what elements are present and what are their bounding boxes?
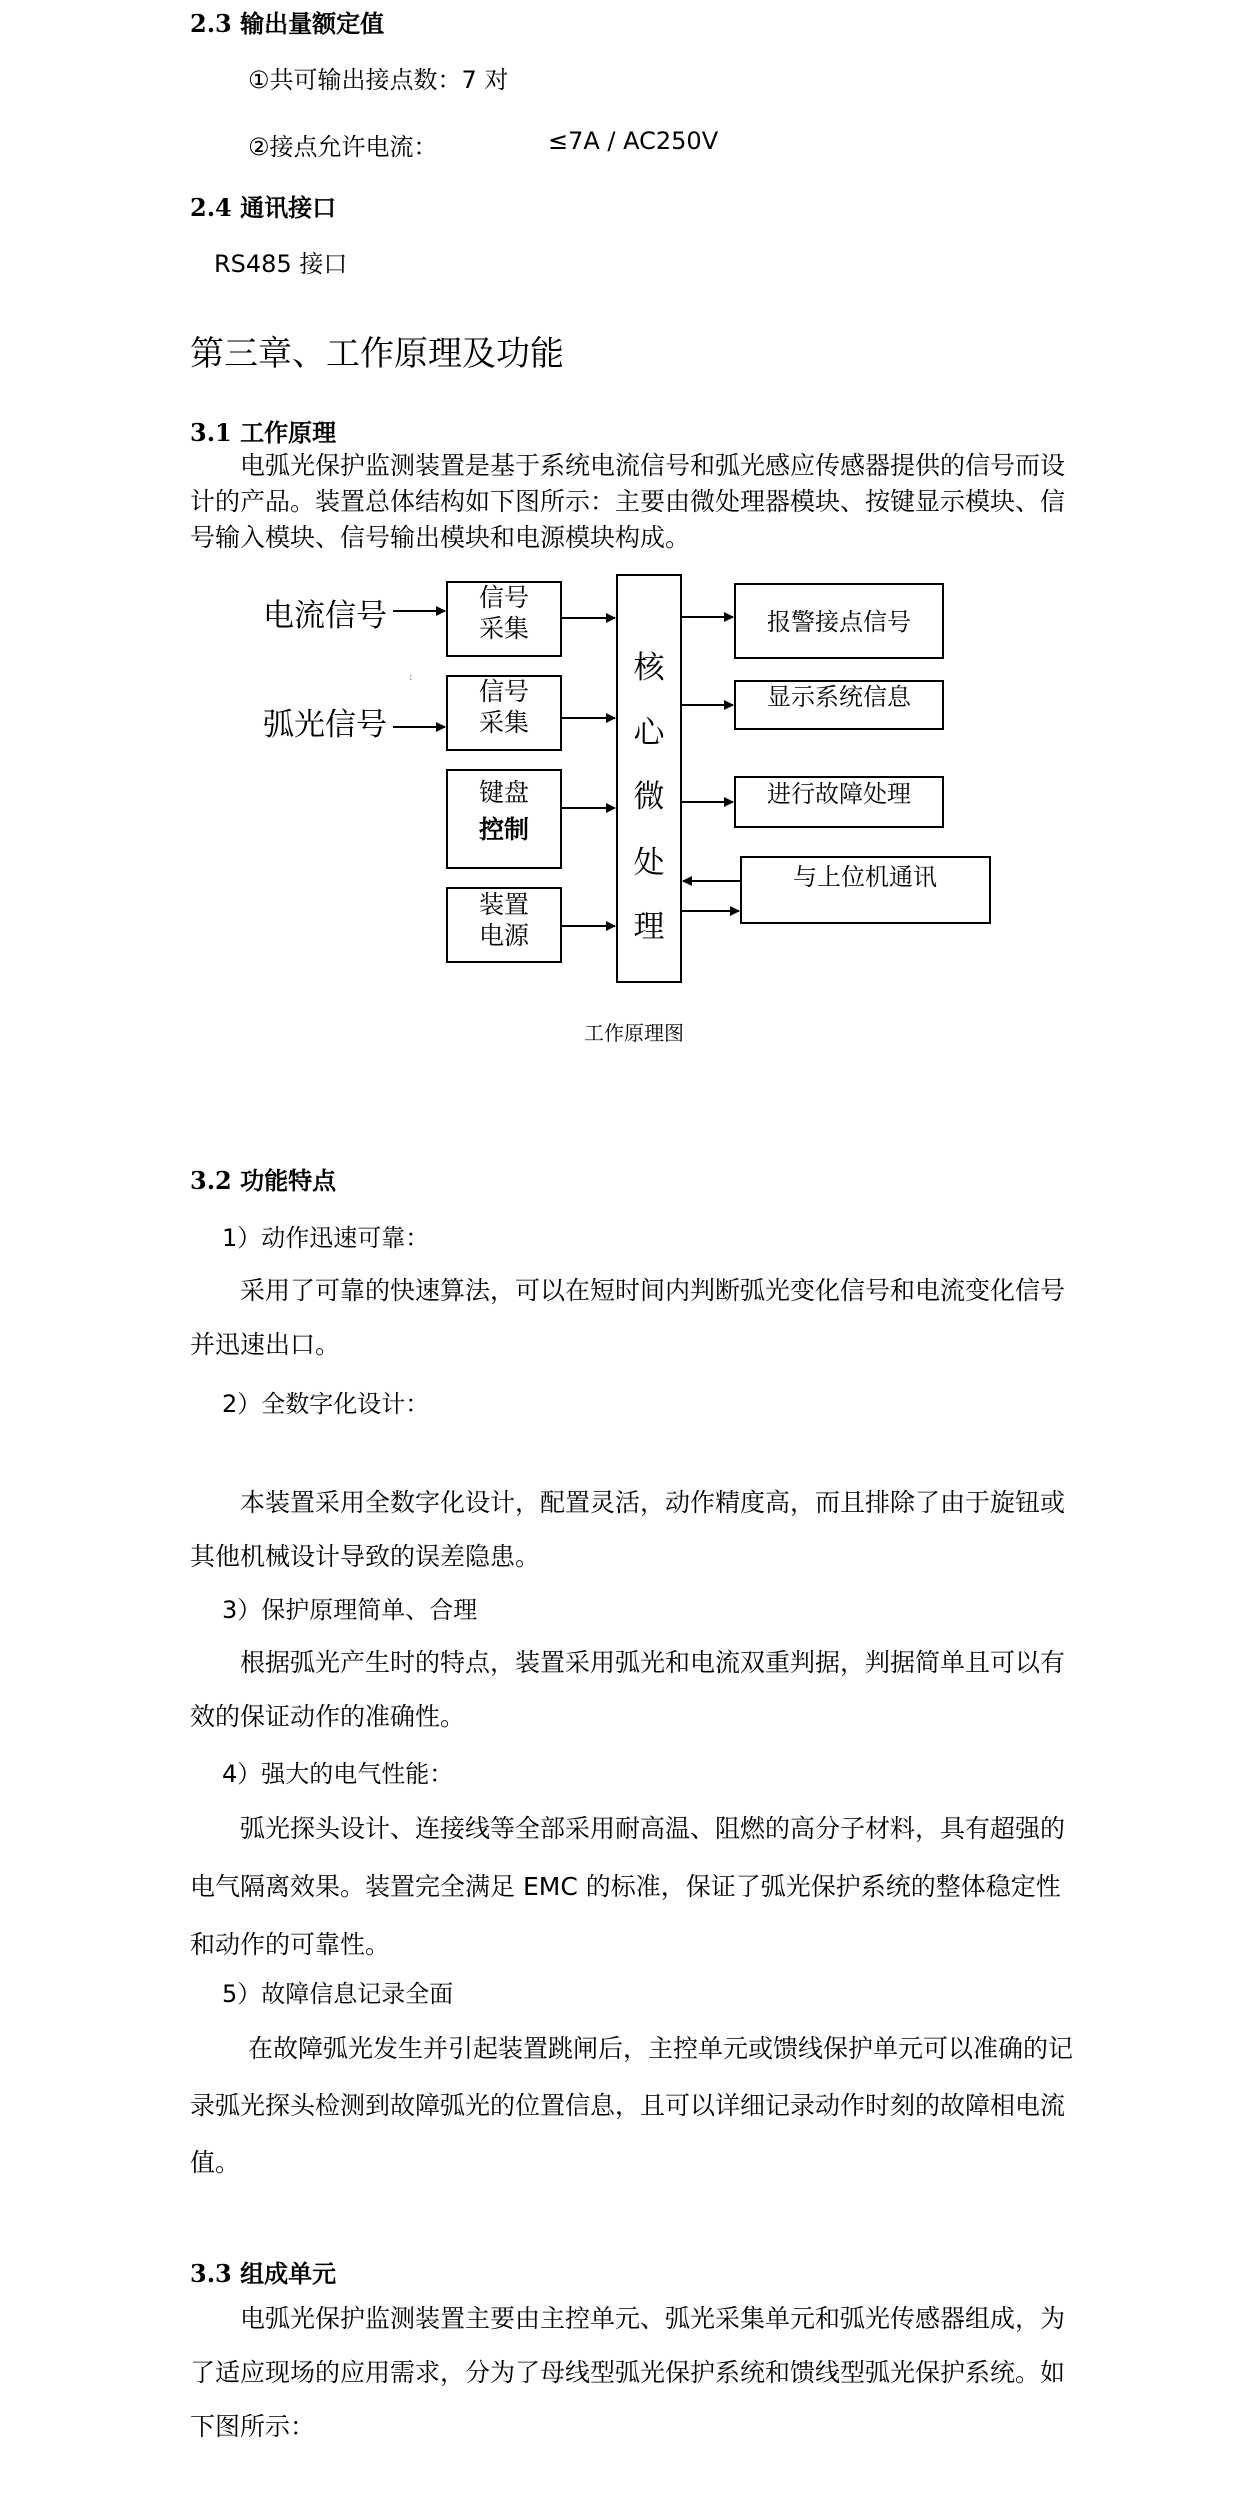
- power-line1: 装置: [478, 890, 530, 919]
- chapter-3-heading: 第三章、工作原理及功能: [190, 334, 564, 374]
- sampling2-line1: 信号: [478, 677, 530, 706]
- core-char-5: 理: [633, 909, 665, 945]
- alarm-contact-label: 报警接点信号: [767, 608, 911, 636]
- feature-5-title: 5）故障信息记录全面: [222, 1980, 454, 2008]
- principle-paragraph: 电弧光保护监测装置是基于系统电流信号和弧光感应传感器提供的信号而设计的产品。装置总体结构如下图所示：主要由微处理器模块、按键显示模块、信号输入模块、信号输出模块和电源模块构成。: [190, 451, 1066, 552]
- working-principle-diagram: [0, 0, 1260, 1080]
- sampling1-line1: 信号: [478, 583, 530, 612]
- feature-1-text: 采用了可靠的快速算法，可以在短时间内判断弧光变化信号和电流变化信号并迅速出口。: [190, 1276, 1066, 1359]
- core-char-1: 核: [633, 650, 665, 686]
- svg-text::: :: [409, 672, 413, 683]
- contact-current-value: ≤7A / AC250V: [548, 127, 719, 155]
- section-3-2-heading: 3.2 功能特点: [190, 1166, 337, 1195]
- section-3-3-heading: 3.3 组成单元: [190, 2259, 337, 2288]
- feature-4-title: 4）强大的电气性能：: [222, 1760, 454, 1788]
- arc-signal-label: 弧光信号: [263, 707, 387, 743]
- section-2-3-heading: 2.3 输出量额定值: [190, 9, 385, 38]
- keyboard-line2: 控制: [478, 815, 530, 844]
- diagram-caption: 工作原理图: [584, 1021, 684, 1045]
- feature-1-title: 1）动作迅速可靠：: [222, 1224, 430, 1252]
- composition-paragraph: 电弧光保护监测装置主要由主控单元、弧光采集单元和弧光传感器组成，为了适应现场的应用需求，分为了母线型弧光保护系统和馈线型弧光保护系统。如下图所示：: [190, 2304, 1066, 2441]
- output-contacts-item: ①共可输出接点数：7 对: [248, 66, 509, 94]
- sampling2-line2: 采集: [478, 708, 530, 737]
- feature-3-title: 3）保护原理简单、合理: [222, 1596, 478, 1624]
- core-char-2: 心: [633, 715, 665, 751]
- feature-2-title: 2）全数字化设计：: [222, 1390, 430, 1418]
- feature-2-text: 本装置采用全数字化设计，配置灵活，动作精度高，而且排除了由于旋钮或其他机械设计导致的误差隐患。: [190, 1488, 1066, 1571]
- fault-handling-label: 进行故障处理: [767, 780, 911, 808]
- core-char-3: 微: [633, 779, 665, 815]
- core-char-4: 处: [633, 845, 665, 881]
- feature-3-text: 根据弧光产生时的特点，装置采用弧光和电流双重判据，判据简单且可以有效的保证动作的准确性。: [190, 1648, 1066, 1731]
- feature-4-text: 弧光探头设计、连接线等全部采用耐高温、阻燃的高分子材料，具有超强的电气隔离效果。装置完全满足 EMC 的标准，保证了弧光保护系统的整体稳定性和动作的可靠性。: [190, 1814, 1066, 1959]
- current-signal-label: 电流信号: [263, 598, 387, 634]
- power-line2: 电源: [478, 921, 530, 950]
- comm-interface-text: RS485 接口: [214, 250, 348, 278]
- section-3-1-heading: 3.1 工作原理: [190, 418, 337, 447]
- sampling1-line2: 采集: [478, 614, 530, 643]
- keyboard-line1: 键盘: [478, 778, 530, 807]
- host-comm-label: 与上位机通讯: [793, 863, 937, 891]
- section-2-4-heading: 2.4 通讯接口: [190, 193, 337, 222]
- contact-current-label: ②接点允许电流：: [248, 133, 438, 161]
- display-info-label: 显示系统信息: [767, 683, 911, 711]
- feature-5-text: 在故障弧光发生并引起装置跳闸后，主控单元或馈线保护单元可以准确的记录弧光探头检测到故障弧光的位置信息，且可以详细记录动作时刻的故障相电流值。: [190, 2034, 1074, 2177]
